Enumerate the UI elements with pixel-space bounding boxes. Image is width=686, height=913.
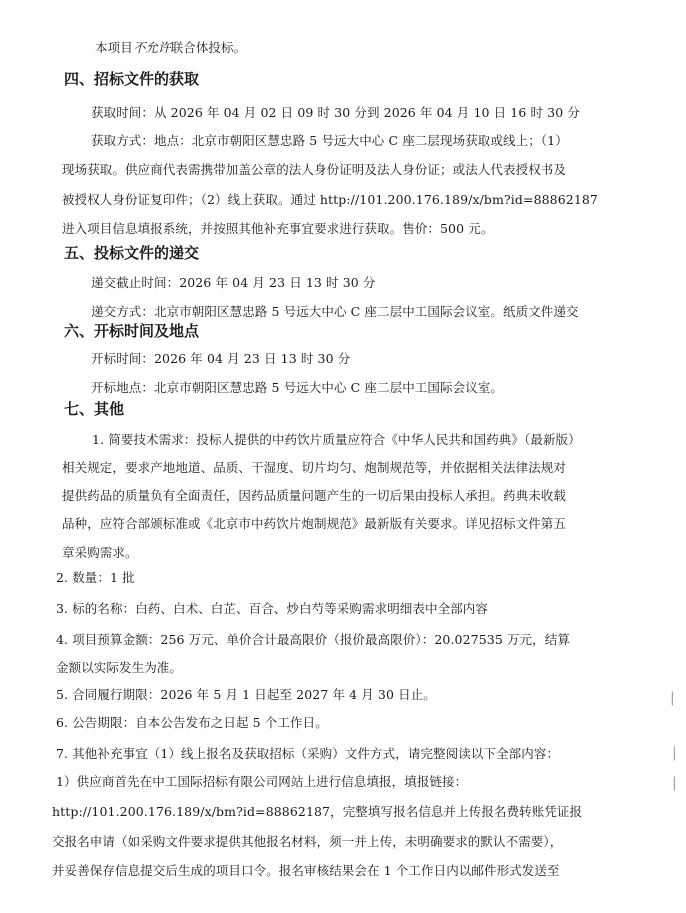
section7-line-7: 3. 标的名称：白药、白术、白芷、百合、炒白芍等采购需求明细表中全部内容 <box>56 601 489 616</box>
section7-line-14: http://101.200.176.189/x/bm?id=88862187，完整填写报名信息并上传报名费转账凭证报 <box>52 804 583 819</box>
section7-line-6: 2. 数量：1 批 <box>56 570 135 585</box>
section4-line-1: 获取时间：从 2026 年 04 月 02 日 09 时 30 分到 2026 年 04 月 10 日 16 时 30 分 <box>91 105 580 120</box>
scan-edge-mark: | <box>672 775 677 791</box>
section7-line-4: 品种，应符合部颁标准或《北京市中药饮片炮制规范》最新版有关要求。详见招标文件第五 <box>62 516 567 531</box>
intro-line <box>95 40 246 56</box>
intro-italic: 不允许 <box>132 40 171 55</box>
section4-line-5: 进入项目信息填报系统，并按照其他补充事宜要求进行获取。售价：500 元。 <box>62 221 494 236</box>
section7-heading: 七、其他 <box>64 400 125 418</box>
intro-prefix: 本项目 <box>95 40 133 55</box>
section7-line-15: 交报名申请（如采购文件要求提供其他报名材料，须一并上传，未明确要求的默认不需要）， <box>52 834 563 849</box>
section7-line-1: 1. 简要技术需求：投标人提供的中药饮片质量应符合《中华人民共和国药典》（最新版） <box>92 432 581 447</box>
section7-line-9: 金额以实际发生为准。 <box>56 660 183 675</box>
section6-line-1: 开标时间：2026 年 04 月 23 日 13 时 30 分 <box>91 351 351 366</box>
section7-line-8: 4. 项目预算金额：256 万元、单价合计最高限价（报价最高限价）：20.027535 万元，结算 <box>56 632 570 647</box>
section7-line-5: 章采购需求。 <box>62 545 138 560</box>
section7-line-3: 提供药品的质量负有全面责任，因药品质量问题产生的一切后果由投标人承担。药典未收载 <box>62 488 567 503</box>
section7-line-10: 5. 合同履行期限：2026 年 5 月 1 日起至 2027 年 4 月 30 日止。 <box>56 687 436 702</box>
scan-edge-mark: | <box>670 690 675 706</box>
section6-heading: 六、开标时间及地点 <box>64 322 200 340</box>
section7-line-13: 1）供应商首先在中工国际招标有限公司网站上进行信息填报，填报链接： <box>56 774 468 789</box>
section4-line-4: 被授权人身份证复印件；（2）线上获取。通过 http://101.200.176.189/x/bm?id=88862187 <box>62 192 598 207</box>
section4-line-2: 获取方式：地点：北京市朝阳区慧忠路 5 号远大中心 C 座二层现场获取或线上；（1） <box>91 133 568 148</box>
section5-line-2: 递交方式：北京市朝阳区慧忠路 5 号远大中心 C 座二层中工国际会议室。纸质文件递交 <box>91 304 579 319</box>
section4-heading: 四、招标文件的获取 <box>64 70 200 88</box>
section5-heading: 五、投标文件的递交 <box>64 244 200 262</box>
section5-line-1: 递交截止时间：2026 年 04 月 23 日 13 时 30 分 <box>91 275 376 290</box>
scan-edge-mark: | <box>672 745 677 761</box>
section4-line-3: 现场获取。供应商代表需携带加盖公章的法人身份证明及法人身份证；或法人代表授权书及 <box>62 162 567 177</box>
intro-suffix: 联合体投标。 <box>170 40 247 55</box>
section7-line-11: 6. 公告期限：自本公告发布之日起 5 个工作日。 <box>56 715 328 730</box>
section6-line-2: 开标地点：北京市朝阳区慧忠路 5 号远大中心 C 座二层中工国际会议室。 <box>91 380 504 395</box>
section7-line-16: 并妥善保存信息提交后生成的项目口令。报名审核结果会在 1 个工作日内以邮件形式发送至 <box>52 863 560 878</box>
section7-line-2: 相关规定，要求产地地道、品质、干湿度、切片均匀、炮制规范等，并依据相关法律法规对 <box>62 460 567 475</box>
section7-line-12: 7. 其他补充事宜（1）线上报名及获取招标（采购）文件方式，请完整阅读以下全部内容： <box>56 746 560 761</box>
